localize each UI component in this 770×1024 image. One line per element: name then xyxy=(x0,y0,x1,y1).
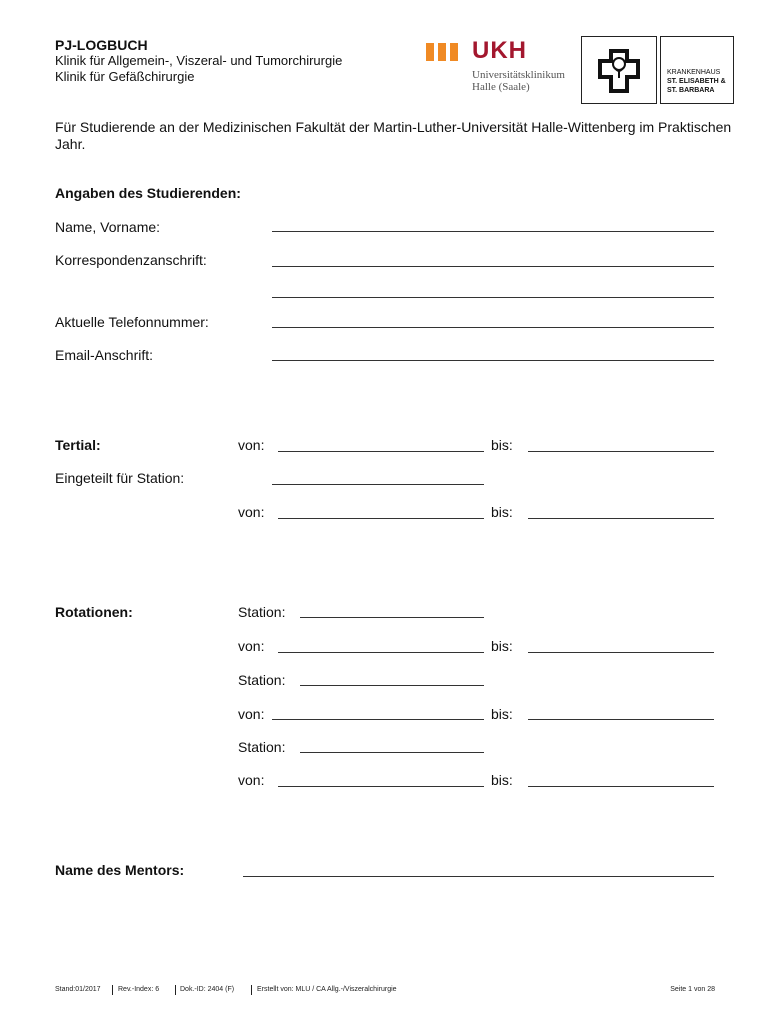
rotation-to-field-1[interactable] xyxy=(528,652,714,653)
ukh-bar-icon xyxy=(438,43,446,61)
hospital-line-1: KRANKENHAUS xyxy=(667,69,721,76)
tertial-from-label-2: von: xyxy=(238,504,265,520)
rotation-from-field-2[interactable] xyxy=(272,719,484,720)
ukh-bar-icon xyxy=(426,43,434,61)
clinic-name-2: Klinik für Gefäßchirurgie xyxy=(55,69,195,84)
footer-page: Seite 1 von 28 xyxy=(670,986,715,993)
rotation-from-label-3: von: xyxy=(238,772,265,788)
rotation-from-field-3[interactable] xyxy=(278,786,484,787)
hospital-line-3: ST. BARBARA xyxy=(667,87,715,94)
rotation-station-label-1: Station: xyxy=(238,604,286,620)
name-label: Name, Vorname: xyxy=(55,219,161,235)
rotation-station-field-1[interactable] xyxy=(300,617,484,618)
hospital-line-2: ST. ELISABETH & xyxy=(667,78,726,85)
ukh-logo xyxy=(426,37,576,97)
tertial-to-field[interactable] xyxy=(528,451,714,452)
rotation-to-label-1: bis: xyxy=(491,638,513,654)
station-assignment-field[interactable] xyxy=(272,484,484,485)
footer-erstellt: Erstellt von: MLU / CA Allg.-/Viszeralchirurgie xyxy=(257,986,397,993)
student-heading: Angaben des Studierenden: xyxy=(55,185,241,201)
rotation-from-label-1: von: xyxy=(238,638,265,654)
ukh-line-2: Halle (Saale) xyxy=(472,81,530,93)
name-field[interactable] xyxy=(272,231,714,232)
email-field[interactable] xyxy=(272,360,714,361)
footer-separator xyxy=(175,985,176,995)
footer-separator xyxy=(251,985,252,995)
rotation-from-field-1[interactable] xyxy=(278,652,484,653)
footer-separator xyxy=(112,985,113,995)
email-label: Email-Anschrift: xyxy=(55,347,154,363)
intro-text: Für Studierende an der Medizinischen Fakultät der Martin-Luther-Universität Halle-Wittenberg im Praktischen Jahr. xyxy=(55,119,732,152)
footer-dok: Dok.-ID: 2404 (F) xyxy=(180,986,235,993)
phone-field[interactable] xyxy=(272,327,714,328)
footer-stand: Stand:01/2017 xyxy=(55,986,101,993)
hospital-emblem xyxy=(581,36,657,104)
rotation-station-field-2[interactable] xyxy=(300,685,484,686)
address-field-1[interactable] xyxy=(272,266,714,267)
tertial-to-label: bis: xyxy=(491,437,513,453)
address-label: Korrespondenzanschrift: xyxy=(55,252,207,268)
address-field-2[interactable] xyxy=(272,297,714,298)
clinic-name-1: Klinik für Allgemein-, Viszeral- und Tumorchirurgie xyxy=(55,53,343,68)
hospital-name-box xyxy=(660,36,734,104)
rotation-to-field-2[interactable] xyxy=(528,719,714,720)
document-title: PJ-LOGBUCH xyxy=(55,37,148,53)
rotation-station-label-2: Station: xyxy=(238,672,286,688)
rotations-heading: Rotationen: xyxy=(55,604,133,620)
tertial-from-field-2[interactable] xyxy=(278,518,484,519)
cross-rose-icon xyxy=(582,37,656,103)
tertial-heading: Tertial: xyxy=(55,437,101,453)
footer-rev: Rev.-Index: 6 xyxy=(118,986,160,993)
mentor-heading: Name des Mentors: xyxy=(55,862,185,878)
ukh-bar-icon xyxy=(450,43,458,61)
rotation-from-label-2: von: xyxy=(238,706,265,722)
mentor-field[interactable] xyxy=(243,876,714,877)
rotation-to-label-2: bis: xyxy=(491,706,513,722)
tertial-to-label-2: bis: xyxy=(491,504,513,520)
rotation-to-field-3[interactable] xyxy=(528,786,714,787)
ukh-line-1: Universitätsklinikum xyxy=(472,69,565,81)
tertial-to-field-2[interactable] xyxy=(528,518,714,519)
tertial-from-label: von: xyxy=(238,437,265,453)
rotation-station-field-3[interactable] xyxy=(300,752,484,753)
ukh-brand: UKH xyxy=(472,37,527,64)
tertial-from-field[interactable] xyxy=(278,451,484,452)
station-assignment-label: Eingeteilt für Station: xyxy=(55,470,185,486)
rotation-to-label-3: bis: xyxy=(491,772,513,788)
rotation-station-label-3: Station: xyxy=(238,739,286,755)
phone-label: Aktuelle Telefonnummer: xyxy=(55,314,209,330)
